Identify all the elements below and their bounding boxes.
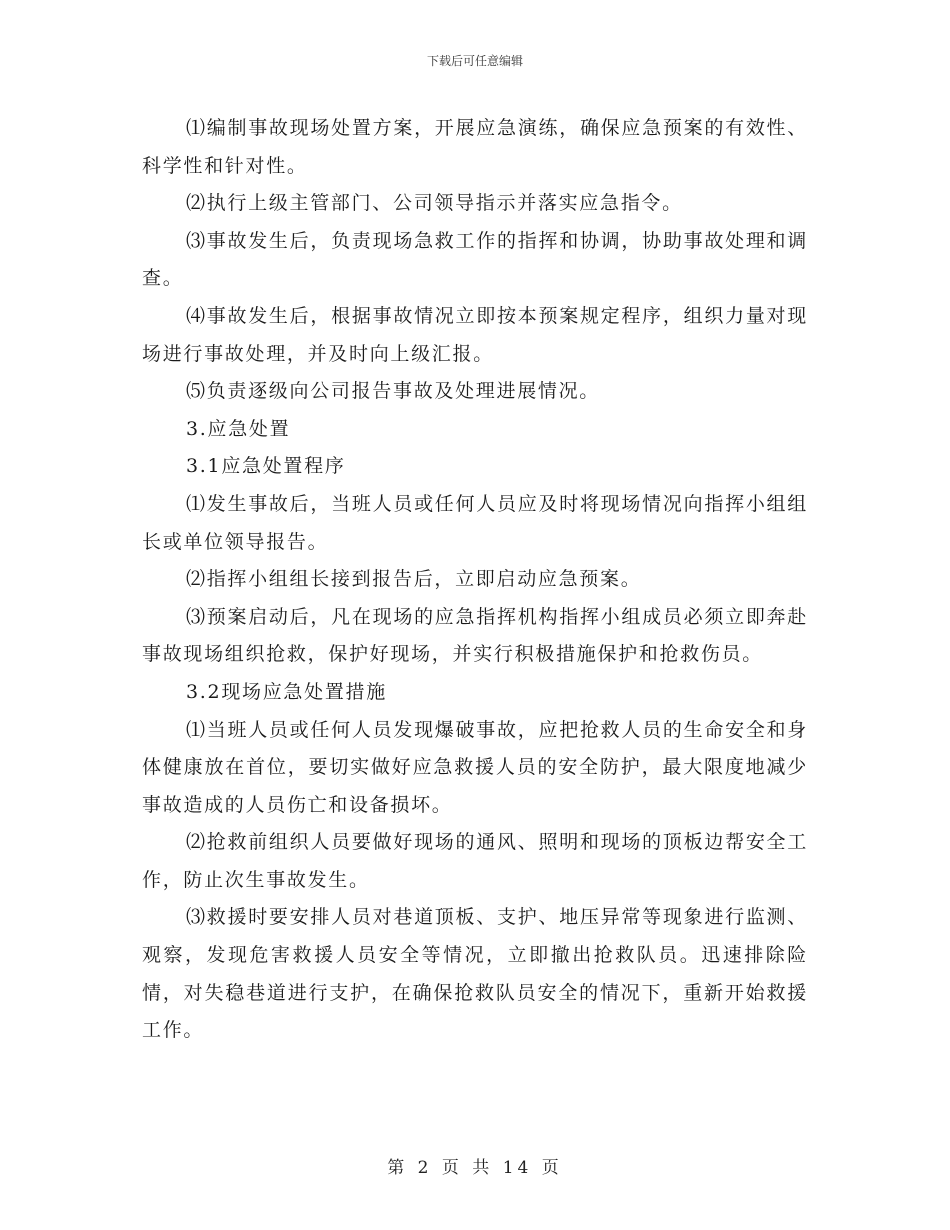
page-header: 下载后可任意编辑 <box>426 54 523 68</box>
paragraph: ⑴当班人员或任何人员发现爆破事故，应把抢救人员的生命安全和身体健康放在首位，要切实做好应急救援人员的安全防护，最大限度地减少事故造成的人员伤亡和设备损坏。 <box>142 718 808 816</box>
subsection-heading: 3.2现场应急处置措施 <box>186 680 387 703</box>
paragraph: ⑶预案启动后，凡在现场的应急指挥机构指挥小组成员必须立即奔赴事故现场组织抢救，保护好现场，并实行积极措施保护和抢救伤员。 <box>142 605 808 666</box>
document-body <box>142 110 808 1050</box>
paragraph: ⑵抢救前组织人员要做好现场的通风、照明和现场的顶板边帮安全工作，防止次生事故发生。 <box>142 831 808 891</box>
page-number: 第 2 页 共 14 页 <box>387 1158 563 1178</box>
paragraph: ⑷事故发生后，根据事故情况立即按本预案规定程序，组织力量对现场进行事故处理，并及时向上级汇报。 <box>142 304 808 365</box>
paragraph: ⑵指挥小组组长接到报告后，立即启动应急预案。 <box>186 568 642 591</box>
paragraph: ⑵执行上级主管部门、公司领导指示并落实应急指令。 <box>186 192 683 215</box>
paragraph: ⑶事故发生后，负责现场急救工作的指挥和协调，协助事故处理和调查。 <box>142 229 808 290</box>
paragraph: ⑶救援时要安排人员对巷道顶板、支护、地压异常等现象进行监测、观察，发现危害救援人员安全等情况，立即撤出抢救队员。迅速排除险情，对失稳巷道进行支护，在确保抢救队员安全的情况下，重新开始救援工作。 <box>142 906 808 1042</box>
subsection-heading: 3.1应急处置程序 <box>186 455 346 478</box>
section-heading: 3.应急处置 <box>186 417 291 440</box>
paragraph: ⑸负责逐级向公司报告事故及处理进展情况。 <box>186 380 601 403</box>
paragraph: ⑴发生事故后，当班人员或任何人员应及时将现场情况向指挥小组组长或单位领导报告。 <box>142 492 808 553</box>
paragraph: ⑴编制事故现场处置方案，开展应急演练，确保应急预案的有效性、科学性和针对性。 <box>142 117 808 177</box>
